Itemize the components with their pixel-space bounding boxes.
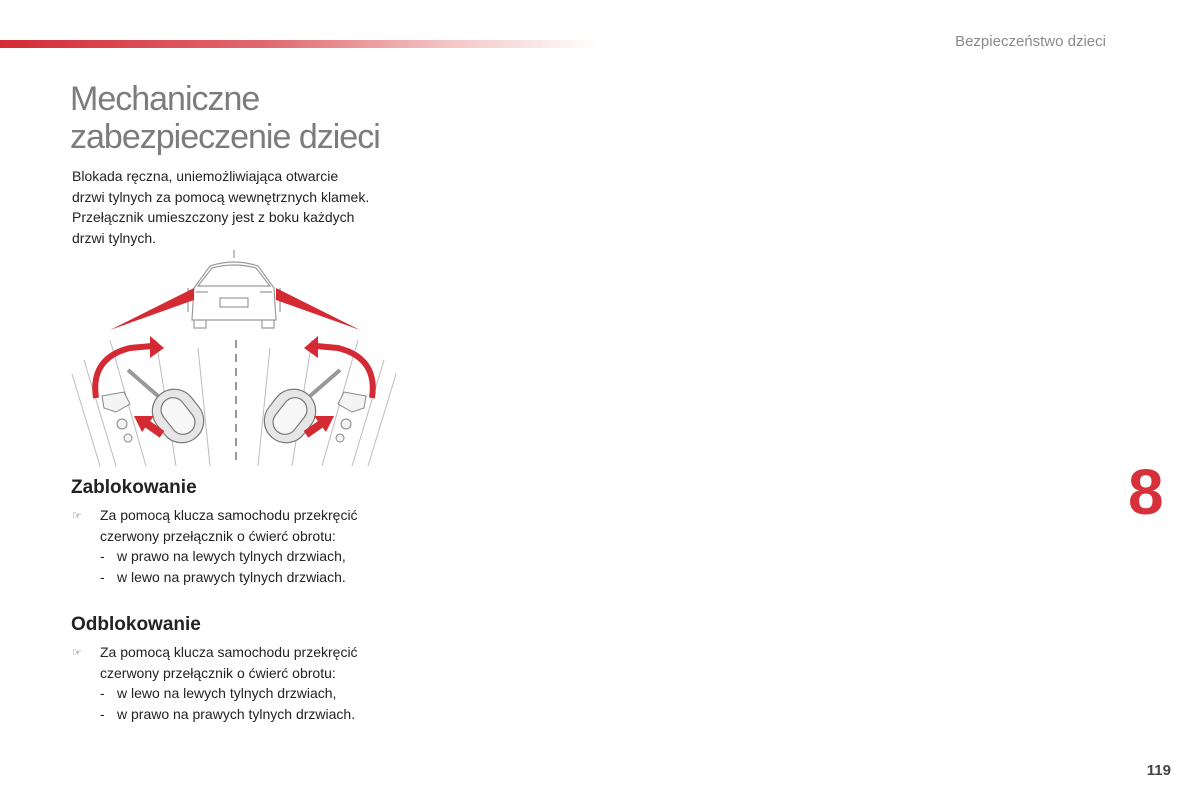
locking-substep: [72, 546, 402, 567]
locking-heading: Zablokowanie: [71, 477, 197, 498]
dash: -: [100, 568, 105, 585]
left-rotate-arrowhead: [150, 336, 164, 358]
page-title-line-2: zabezpieczenie dzieci: [70, 118, 380, 156]
step-text: Za pomocą klucza samochodu przekręcić: [100, 644, 358, 660]
page-title-line-1: Mechaniczne: [70, 80, 260, 118]
left-rotate-arrow: [95, 346, 152, 398]
substep-text: w prawo na prawych tylnych drzwiach.: [117, 705, 356, 722]
intro-line: Blokada ręczna, uniemożliwiająca otwarcie: [72, 168, 339, 184]
substep-text: w prawo na lewych tylnych drzwiach,: [117, 548, 346, 564]
intro-line: Przełącznik umieszczony jest z boku każdych: [72, 209, 355, 225]
locking-step: [72, 505, 402, 546]
unlocking-heading: Odblokowanie: [71, 614, 201, 635]
intro-line: drzwi tylnych.: [72, 229, 157, 246]
locking-instructions: [72, 505, 402, 587]
page-number: 119: [1146, 762, 1171, 779]
step-text: czerwony przełącznik o ćwierć obrotu:: [100, 664, 336, 681]
substep-text: w lewo na lewych tylnych drzwiach,: [117, 685, 337, 701]
unlocking-substep: [72, 683, 402, 704]
step-text: Za pomocą klucza samochodu przekręcić: [100, 507, 358, 523]
child-lock-illustration: [70, 248, 398, 470]
intro-line: drzwi tylnych za pomocą wewnętrznych klamek.: [72, 188, 370, 205]
unlocking-instructions: [72, 642, 402, 724]
pointing-hand-icon: ☞: [72, 647, 82, 659]
page-title: [70, 80, 380, 156]
locking-substep: [72, 567, 402, 588]
pointing-hand-icon: ☞: [72, 510, 82, 522]
step-text: czerwony przełącznik o ćwierć obrotu:: [100, 527, 336, 544]
left-view-arrow: [110, 288, 194, 330]
chapter-number-tab: 8: [1128, 456, 1164, 528]
unlocking-step: [72, 642, 402, 683]
dash: -: [100, 705, 105, 722]
dash: -: [100, 685, 105, 701]
left-car-key: [128, 370, 213, 452]
dash: -: [100, 548, 105, 564]
intro-paragraph: [72, 166, 402, 248]
right-view-arrow: [276, 288, 360, 330]
header-accent-bar: [0, 40, 600, 48]
right-rotate-arrow: [316, 346, 373, 398]
right-car-key: [255, 370, 340, 452]
car-rear-drawing: [188, 250, 280, 328]
unlocking-substep: [72, 704, 402, 725]
right-rotate-arrowhead: [304, 336, 318, 358]
substep-text: w lewo na prawych tylnych drzwiach.: [117, 568, 346, 585]
chapter-title: Bezpieczeństwo dzieci: [955, 33, 1106, 50]
